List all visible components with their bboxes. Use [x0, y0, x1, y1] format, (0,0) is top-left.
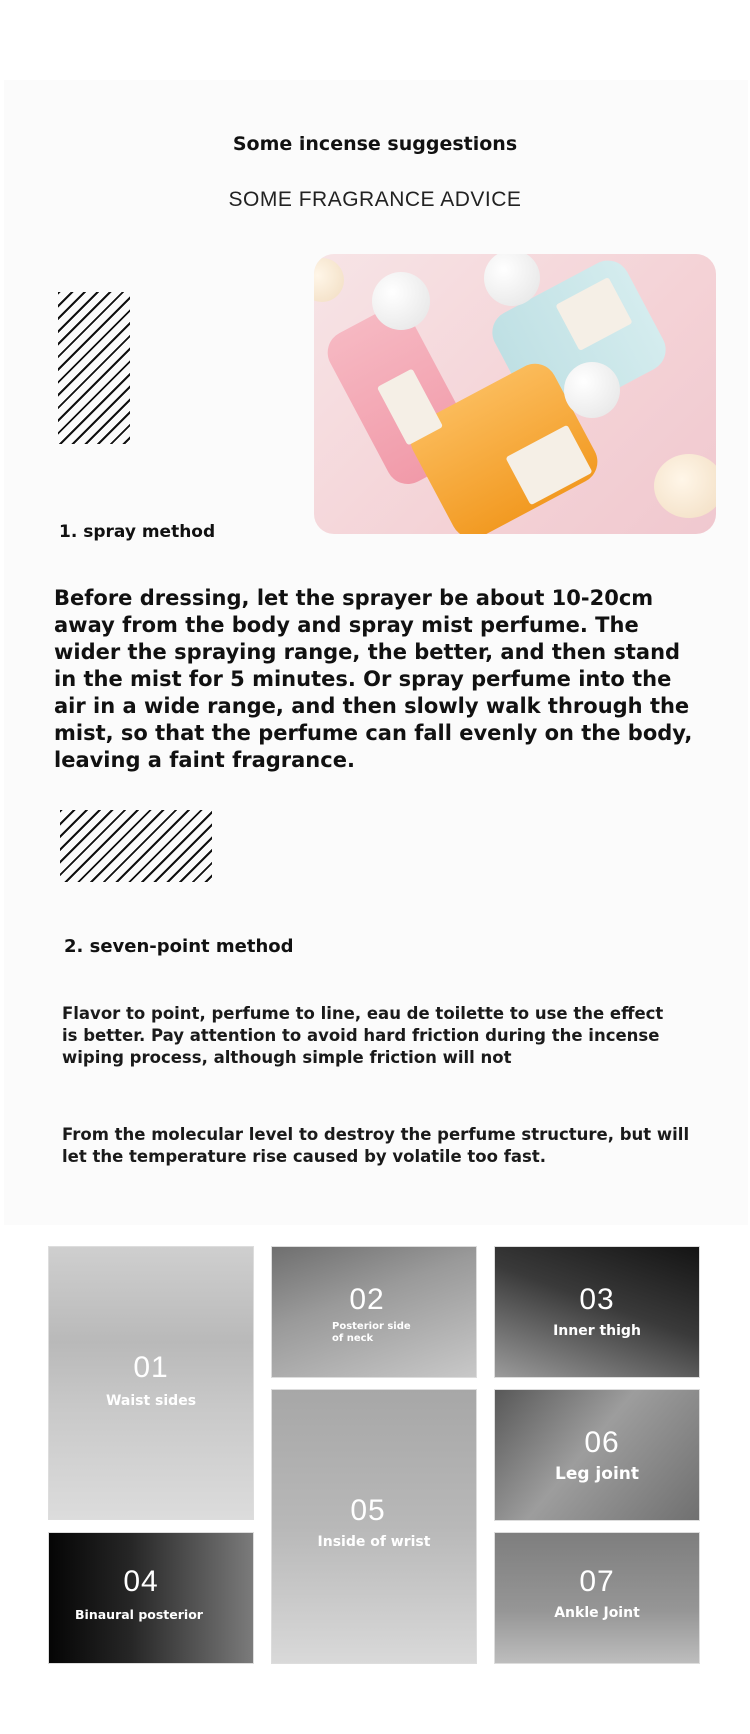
- point-number: 07: [579, 1565, 615, 1598]
- flower-decoration: [314, 258, 344, 302]
- hatch-decoration: [58, 292, 130, 444]
- bottle-cap: [372, 272, 430, 330]
- perfume-bottles-photo: [314, 254, 716, 534]
- point-tile-neck: [271, 1246, 477, 1378]
- point-label: Leg joint: [554, 1464, 639, 1484]
- hatch-decoration: [60, 810, 212, 882]
- point-label: Posterior side of neck: [332, 1321, 411, 1344]
- point-number: 05: [350, 1494, 386, 1527]
- seven-point-text: Flavor to point, perfume to line, eau de toilette to use the effect is better. Pay attention to avoid hard friction during the incense wiping process, although simple friction will not: [62, 1004, 664, 1067]
- point-number: 01: [133, 1351, 169, 1384]
- point-label: Inner thigh: [553, 1323, 641, 1339]
- page-title: Some incense suggestions: [232, 133, 518, 155]
- point-tile-ankle: [494, 1532, 700, 1664]
- seven-point-text-continued: From the molecular level to destroy the perfume structure, but will let the temperature rise caused by volatile too fast.: [62, 1125, 690, 1166]
- point-label: Inside of wrist: [317, 1534, 431, 1550]
- point-label: Waist sides: [105, 1393, 197, 1409]
- point-number: 03: [579, 1283, 615, 1316]
- point-tile-ear: [48, 1532, 254, 1664]
- flower-decoration: [654, 454, 716, 518]
- spray-method-heading: 1. spray method: [59, 522, 216, 542]
- point-number: 02: [349, 1283, 385, 1316]
- point-number: 06: [584, 1426, 620, 1459]
- page-subtitle: SOME FRAGRANCE ADVICE: [228, 188, 522, 211]
- point-label: Binaural posterior: [75, 1607, 203, 1622]
- point-tile-waist: [48, 1246, 254, 1520]
- point-tile-wrist: [271, 1389, 477, 1664]
- point-tile-leg: [494, 1389, 700, 1521]
- seven-point-heading: 2. seven-point method: [64, 936, 294, 957]
- point-label: Ankle Joint: [554, 1605, 640, 1621]
- point-number: 04: [123, 1565, 159, 1598]
- point-tile-inner-thigh: [494, 1246, 700, 1378]
- bottle-cap: [564, 362, 620, 418]
- spray-method-text: Before dressing, let the sprayer be about 10-20cm away from the body and spray mist perfume. The wider the spraying range, the better, and then stand in the mist for 5 minutes. Or spray perfume into the air in a wide range, and then slowly walk through the mist, so that the perfume can fall evenly on the body, leaving a faint fragrance.: [54, 586, 693, 772]
